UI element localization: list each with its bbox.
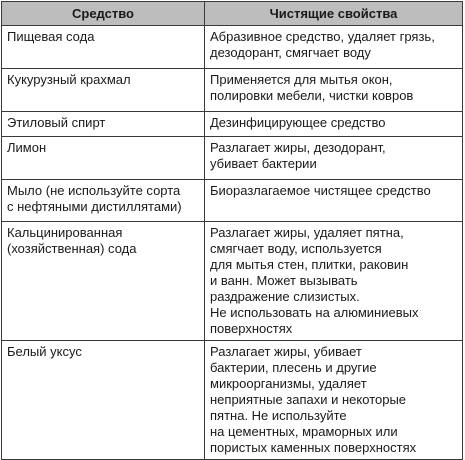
table-row — [2, 69, 463, 112]
properties-cell: Абразивное средство, удаляет грязь, дезодорант, смягчает воду — [205, 26, 463, 69]
agent-name-cell: Кальцинированная (хозяйственная) сода — [2, 222, 205, 341]
table-row — [2, 222, 463, 341]
properties-cell: Биоразлагаемое чистящее средство — [205, 180, 463, 222]
table-row — [2, 180, 463, 222]
properties-cell: Дезинфицирующее средство — [205, 112, 463, 137]
agent-name-cell: Кукурузный крахмал — [2, 69, 205, 112]
agent-name-cell: Белый уксус — [2, 341, 205, 460]
properties-cell: Применяется для мытья окон, полировки мебели, чистки ковров — [205, 69, 463, 112]
column-header-agent: Средство — [2, 2, 205, 26]
cleaning-agents-table — [1, 1, 463, 460]
table-row — [2, 137, 463, 180]
properties-cell: Разлагает жиры, убивает бактерии, плесень и другие микроорганизмы, удаляет неприятные запахи и некоторые пятна. Не используйте на цементных, мраморных или пористых каменных поверхностях — [205, 341, 463, 460]
agent-name-cell: Пищевая сода — [2, 26, 205, 69]
table-row — [2, 26, 463, 69]
table-row — [2, 112, 463, 137]
properties-cell: Разлагает жиры, дезодорант, убивает бактерии — [205, 137, 463, 180]
column-header-properties: Чистящие свойства — [205, 2, 463, 26]
properties-cell: Разлагает жиры, удаляет пятна, смягчает воду, используется для мытья стен, плитки, раковин и ванн. Может вызывать раздражение слизистых. Не использовать на алюминиевых поверхностях — [205, 222, 463, 341]
table-row — [2, 341, 463, 460]
agent-name-cell: Мыло (не используйте сорта с нефтяными дистиллятами) — [2, 180, 205, 222]
document-page — [1, 1, 464, 455]
agent-name-cell: Этиловый спирт — [2, 112, 205, 137]
agent-name-cell: Лимон — [2, 137, 205, 180]
table-header-row — [2, 2, 463, 26]
